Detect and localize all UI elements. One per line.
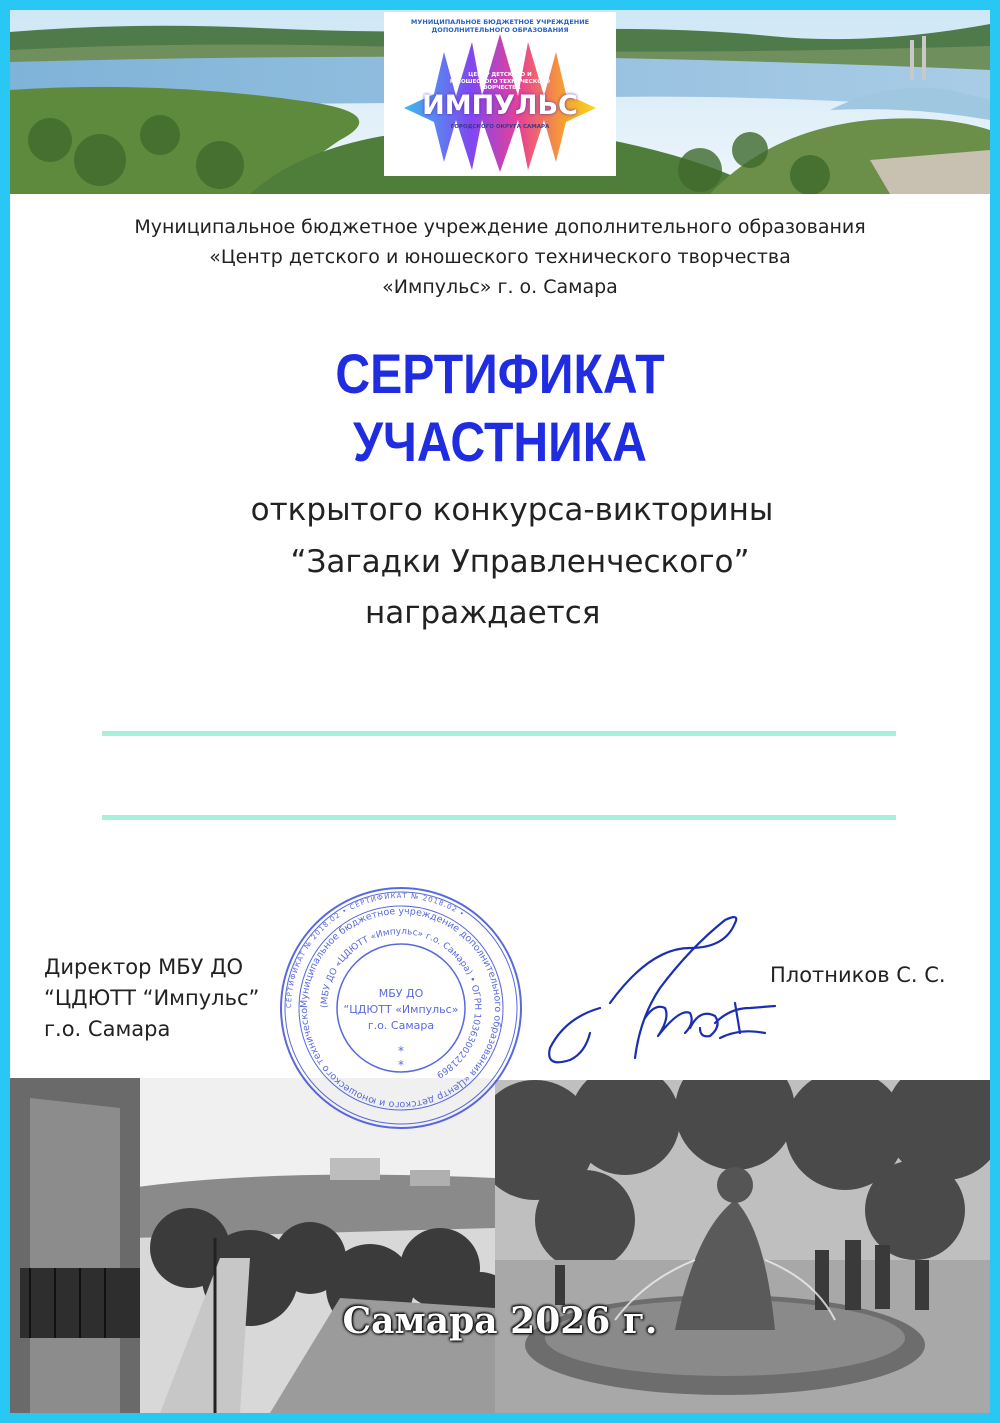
recipient-name-line-1 xyxy=(102,731,896,736)
logo-city: ГОРОДСКОГО ОКРУГА САМАРА xyxy=(450,124,550,130)
organization-name xyxy=(0,212,1000,302)
director-signature xyxy=(540,908,780,1073)
fountain-photo-illustration xyxy=(495,1080,990,1413)
seal-center-line-3: г.о. Самара xyxy=(367,1019,435,1032)
director-position-line-1: Директор МБУ ДО xyxy=(44,955,244,979)
organization-line-3: «Импульс» г. о. Самара xyxy=(382,276,618,298)
certificate-title xyxy=(70,340,930,476)
seal-graphic xyxy=(278,885,524,1131)
seal-outer-text: СЕРТИФИКАТ № 2018.02 • СЕРТИФИКАТ № 2018.02 • xyxy=(284,891,467,1009)
director-name: Плотников С. С. xyxy=(770,963,946,987)
seal-inner-ring-text: (МБУ ДО «ЦДЮТТ «Импульс» г.о. Самара) • ОГРН 1036300221869 xyxy=(319,926,483,1080)
seal-center-line-1: МБУ ДО xyxy=(378,987,424,1000)
logo-subtitle: ЦЕНТР ДЕТСКОГО И ЮНОШЕСКОГО ТЕХНИЧЕСКОГО ТВОРЧЕСТВА xyxy=(449,72,551,91)
impuls-logo xyxy=(384,12,616,176)
svg-text:*: * xyxy=(398,1058,404,1072)
logo-top-text: МУНИЦИПАЛЬНОЕ БЮДЖЕТНОЕ УЧРЕЖДЕНИЕ ДОПОЛНИТЕЛЬНОГО ОБРАЗОВАНИЯ xyxy=(410,18,590,34)
historic-fountain-photo xyxy=(495,1080,990,1413)
director-position-line-2: “ЦДЮТТ “Импульс” xyxy=(44,986,260,1010)
logo-name: ИМПУЛЬС xyxy=(422,90,578,121)
svg-text:*: * xyxy=(398,1044,404,1058)
title-line-2: УЧАСТНИКА xyxy=(353,410,647,473)
official-seal-stamp xyxy=(278,885,524,1131)
seal-center-line-2: “ЦДЮТТ «Импульс» xyxy=(343,1003,459,1016)
recipient-name-line-2 xyxy=(102,815,896,820)
awarded-text: награждается xyxy=(365,595,601,631)
organization-line-2: «Центр детского и юношеского технического творчества xyxy=(209,246,791,268)
contest-line-2: “Загадки Управленческого” xyxy=(290,544,750,580)
city-and-year: Самара 2026 г. xyxy=(342,1300,658,1342)
contest-line-1: открытого конкурса-викторины xyxy=(250,492,774,528)
title-line-1: СЕРТИФИКАТ xyxy=(335,342,665,405)
handwritten-signature-graphic xyxy=(540,908,780,1073)
organization-line-1: Муниципальное бюджетное учреждение дополнительного образования xyxy=(134,216,866,238)
seal-ring-text: Муниципальное бюджетное учреждение дополнительного образования «Центр детского и юношеского техническо xyxy=(298,905,504,1111)
director-position-line-3: г.о. Самара xyxy=(44,1017,171,1041)
director-position xyxy=(44,952,259,1045)
